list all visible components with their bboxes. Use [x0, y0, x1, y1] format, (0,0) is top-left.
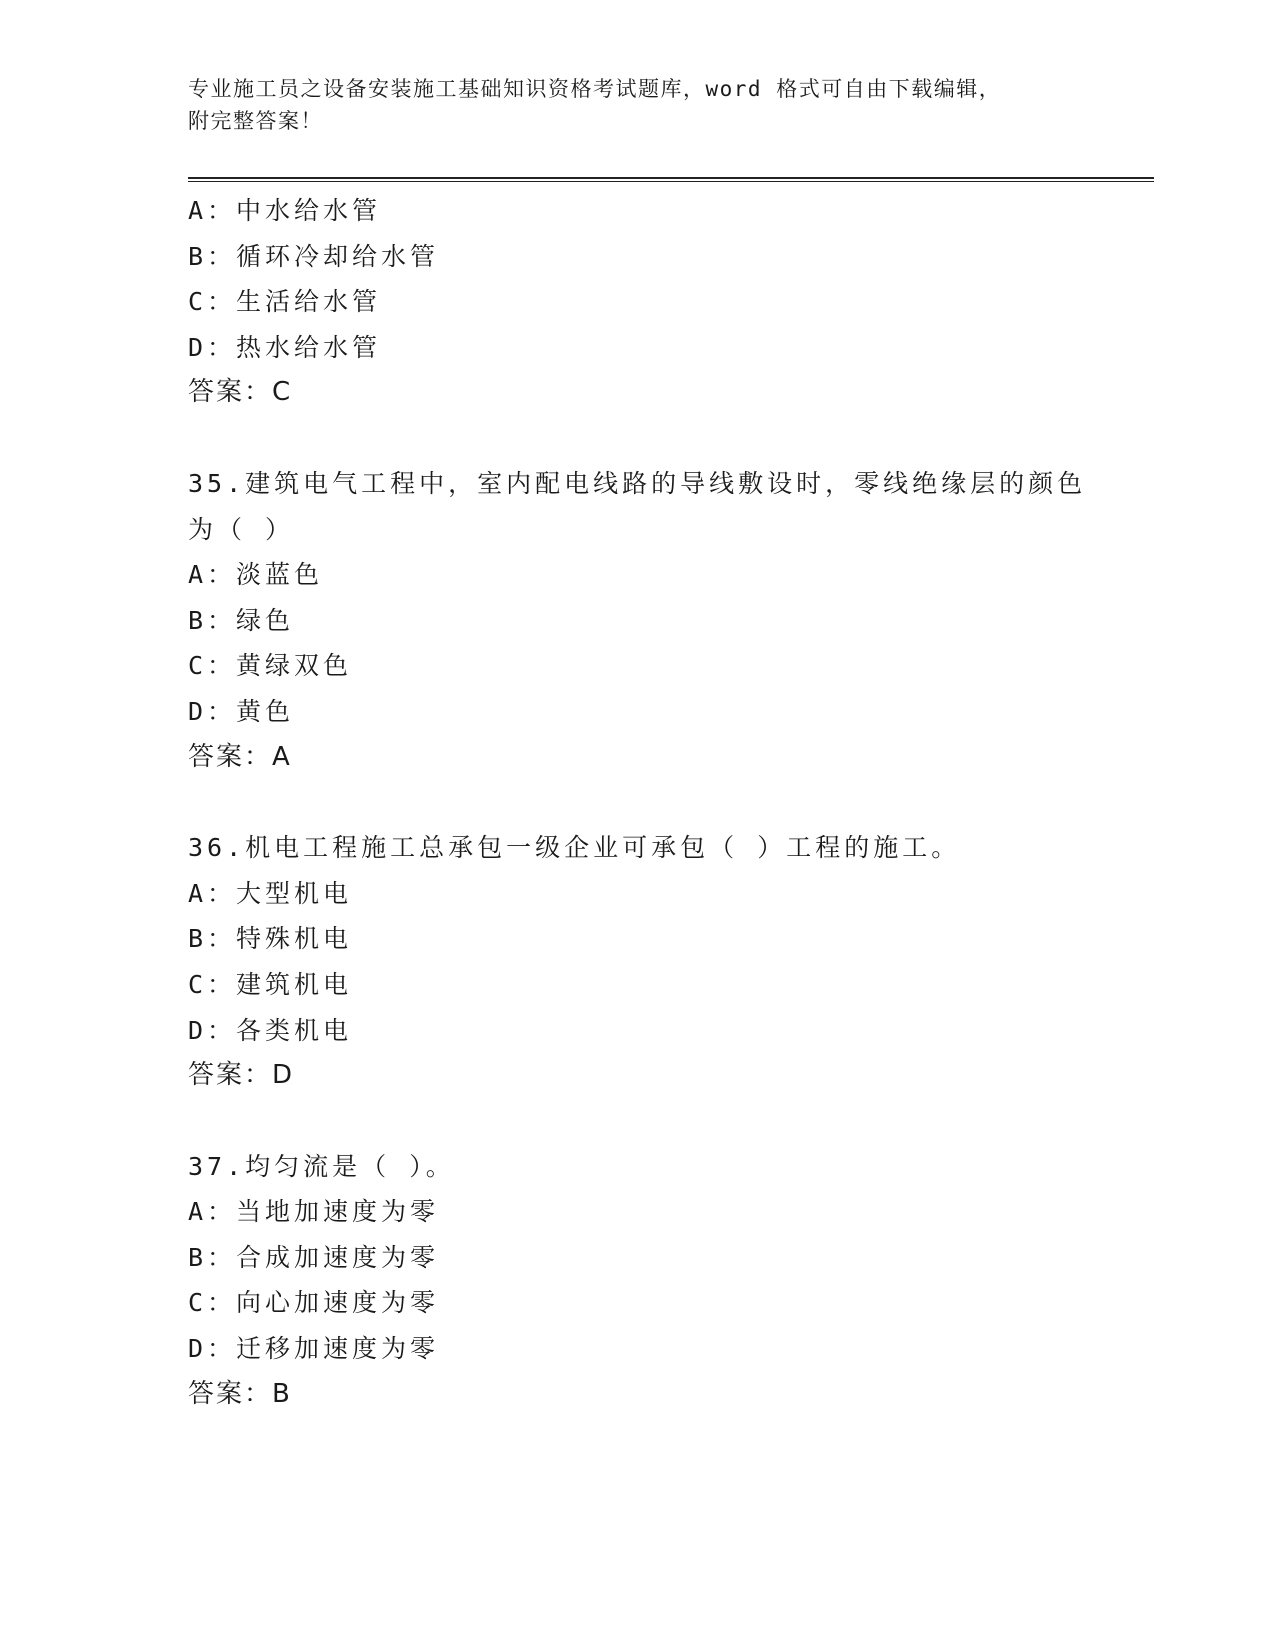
answer-line: 答案：A [188, 741, 292, 772]
option-a: A：大型机电 [188, 878, 353, 908]
option-b: B：绿色 [188, 605, 295, 635]
question-stem-continued: 为（ ） [188, 514, 295, 544]
question-block-prev [188, 188, 1128, 416]
option-b: B：合成加速度为零 [188, 1242, 440, 1272]
option-c: C：建筑机电 [188, 969, 353, 999]
question-block-37 [188, 1144, 1128, 1418]
question-list [188, 188, 1128, 1417]
header-line-2: 附完整答案！ [188, 109, 323, 133]
header-line-1: 专业施工员之设备安装施工基础知识资格考试题库，word 格式可自由下载编辑， [188, 77, 1002, 101]
spacer [188, 416, 1128, 461]
question-stem: 37.均匀流是（ ）。 [188, 1151, 455, 1181]
header-divider [188, 177, 1154, 182]
question-block-35 [188, 461, 1128, 780]
answer-line: 答案：B [188, 1378, 292, 1409]
spacer [188, 1099, 1128, 1144]
option-d: D：黄色 [188, 696, 295, 726]
option-d: D：热水给水管 [188, 332, 382, 362]
question-block-36 [188, 825, 1128, 1099]
question-stem: 36.机电工程施工总承包一级企业可承包（ ）工程的施工。 [188, 833, 961, 863]
document-header [188, 73, 1068, 137]
option-c: C：向心加速度为零 [188, 1288, 440, 1318]
option-c: C：黄绿双色 [188, 651, 353, 681]
option-c: C：生活给水管 [188, 287, 382, 317]
question-stem: 35.建筑电气工程中，室内配电线路的导线敷设时，零线绝缘层的颜色 [188, 468, 1087, 498]
option-d: D：各类机电 [188, 1015, 353, 1045]
spacer [188, 780, 1128, 825]
answer-line: 答案：C [188, 377, 293, 408]
option-a: A：淡蓝色 [188, 560, 324, 590]
option-b: B：循环冷却给水管 [188, 241, 440, 271]
answer-line: 答案：D [188, 1060, 295, 1091]
option-b: B：特殊机电 [188, 924, 353, 954]
option-a: A：中水给水管 [188, 196, 382, 225]
option-d: D：迁移加速度为零 [188, 1334, 440, 1364]
option-a: A：当地加速度为零 [188, 1197, 440, 1227]
